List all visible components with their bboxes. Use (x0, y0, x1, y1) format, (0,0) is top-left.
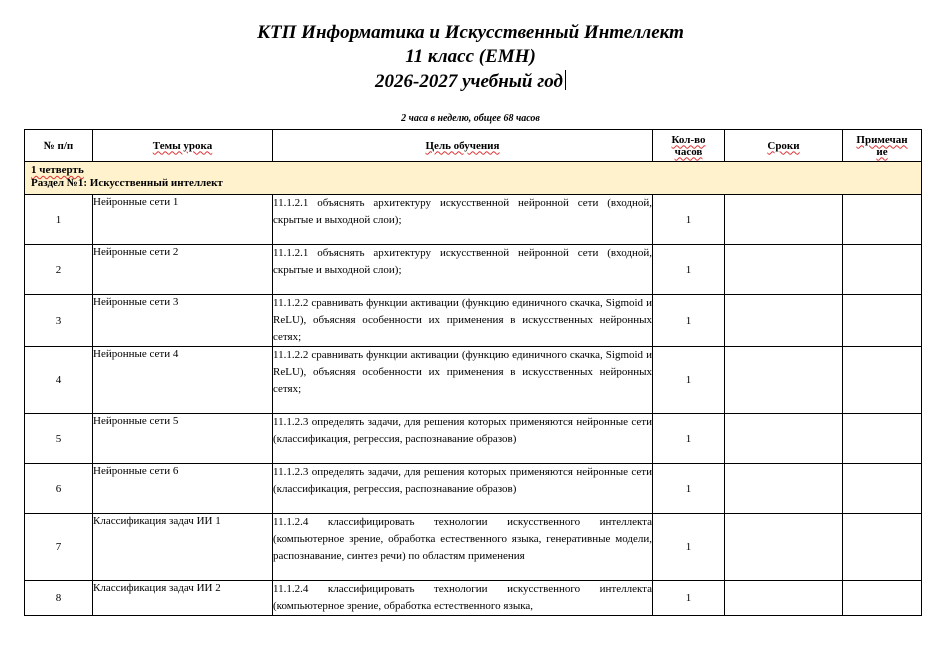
row-topic: Классификация задач ИИ 2 (93, 581, 273, 616)
row-goal: 11.1.2.1 объяснять архитектуру искусственной нейронной сети (входной, скрытые и выходной слои); (273, 195, 653, 245)
quarter-label: 1 четверть (31, 164, 84, 176)
document-title: КТП Информатика и Искусственный Интеллект (257, 22, 684, 43)
row-dates[interactable] (725, 245, 843, 295)
table-row (25, 347, 922, 414)
header-dates (725, 130, 843, 162)
quarter-cell (25, 162, 922, 195)
row-hours: 1 (653, 414, 725, 464)
row-notes[interactable] (843, 295, 922, 347)
row-hours: 1 (653, 464, 725, 514)
header-notes (843, 130, 922, 162)
row-topic: Нейронные сети 1 (93, 195, 273, 245)
row-hours: 1 (653, 295, 725, 347)
table-row (25, 195, 922, 245)
row-goal: 11.1.2.2 сравнивать функции активации (функцию единичного скачка, Sigmoid и ReLU), объясняя особенности их применения в искусственных нейронных сетях; (273, 347, 653, 414)
row-notes[interactable] (843, 414, 922, 464)
row-num: 1 (25, 195, 93, 245)
row-num: 4 (25, 347, 93, 414)
header-notes-line1: Примечан (856, 133, 908, 146)
document-year[interactable] (0, 70, 941, 93)
row-notes[interactable] (843, 245, 922, 295)
header-goal-label: Цель обучения (425, 139, 500, 152)
row-dates[interactable] (725, 581, 843, 616)
header-notes-line2: ие (876, 145, 888, 158)
section-label: Раздел №1: Искусственный интеллект (31, 177, 223, 189)
row-num: 7 (25, 514, 93, 581)
row-num: 5 (25, 414, 93, 464)
header-hours-line1: Кол-во (671, 133, 706, 146)
row-goal: 11.1.2.3 определять задачи, для решения которых применяются нейронные сети (классификация, регрессия, распознавание образов) (273, 464, 653, 514)
row-topic: Нейронные сети 4 (93, 347, 273, 414)
row-hours: 1 (653, 514, 725, 581)
row-notes[interactable] (843, 514, 922, 581)
header-topic (93, 130, 273, 162)
table-row (25, 464, 922, 514)
header-hours-line2: часов (674, 145, 703, 158)
row-goal: 11.1.2.4 классифицировать технологии искусственного интеллекта (компьютерное зрение, обработка естественного языка, генеративные модели, распознавание, синтез речи) по областям применения (273, 514, 653, 581)
row-goal: 11.1.2.1 объяснять архитектуру искусственной нейронной сети (входной, скрытые и выходной слои); (273, 245, 653, 295)
row-notes[interactable] (843, 464, 922, 514)
row-topic: Нейронные сети 5 (93, 414, 273, 464)
row-notes[interactable] (843, 581, 922, 616)
text-cursor (565, 70, 566, 90)
row-dates[interactable] (725, 195, 843, 245)
table-row (25, 245, 922, 295)
row-num: 8 (25, 581, 93, 616)
row-goal: 11.1.2.2 сравнивать функции активации (функцию единичного скачка, Sigmoid и ReLU), объясняя особенности их применения в искусственных нейронных сетях; (273, 295, 653, 347)
row-goal: 11.1.2.3 определять задачи, для решения которых применяются нейронные сети (классификация, регрессия, распознавание образов) (273, 414, 653, 464)
curriculum-table (24, 129, 922, 616)
table-header-row (25, 130, 922, 162)
document-grade: 11 класс (ЕМН) (405, 46, 536, 67)
row-dates[interactable] (725, 514, 843, 581)
header-num: № п/п (25, 130, 93, 162)
document-subtitle: 2 часа в неделю, общее 68 часов (401, 113, 540, 124)
row-hours: 1 (653, 195, 725, 245)
row-hours: 1 (653, 347, 725, 414)
row-num: 3 (25, 295, 93, 347)
row-dates[interactable] (725, 464, 843, 514)
row-dates[interactable] (725, 347, 843, 414)
row-topic: Нейронные сети 3 (93, 295, 273, 347)
table-row (25, 581, 922, 616)
table-row (25, 514, 922, 581)
row-topic: Нейронные сети 6 (93, 464, 273, 514)
row-dates[interactable] (725, 414, 843, 464)
table-row (25, 295, 922, 347)
header-goal (273, 130, 653, 162)
row-num: 2 (25, 245, 93, 295)
row-goal: 11.1.2.4 классифицировать технологии искусственного интеллекта (компьютерное зрение, обработка естественного языка, (273, 581, 653, 616)
header-topic-label: Темы урока (152, 139, 213, 152)
quarter-row (25, 162, 922, 195)
row-topic: Классификация задач ИИ 1 (93, 514, 273, 581)
header-hours (653, 130, 725, 162)
row-topic: Нейронные сети 2 (93, 245, 273, 295)
row-hours: 1 (653, 581, 725, 616)
row-notes[interactable] (843, 195, 922, 245)
table-row (25, 414, 922, 464)
row-hours: 1 (653, 245, 725, 295)
header-dates-label: Сроки (767, 139, 800, 152)
document-year-text: 2026-2027 учебный год (375, 71, 563, 92)
row-notes[interactable] (843, 347, 922, 414)
row-dates[interactable] (725, 295, 843, 347)
row-num: 6 (25, 464, 93, 514)
